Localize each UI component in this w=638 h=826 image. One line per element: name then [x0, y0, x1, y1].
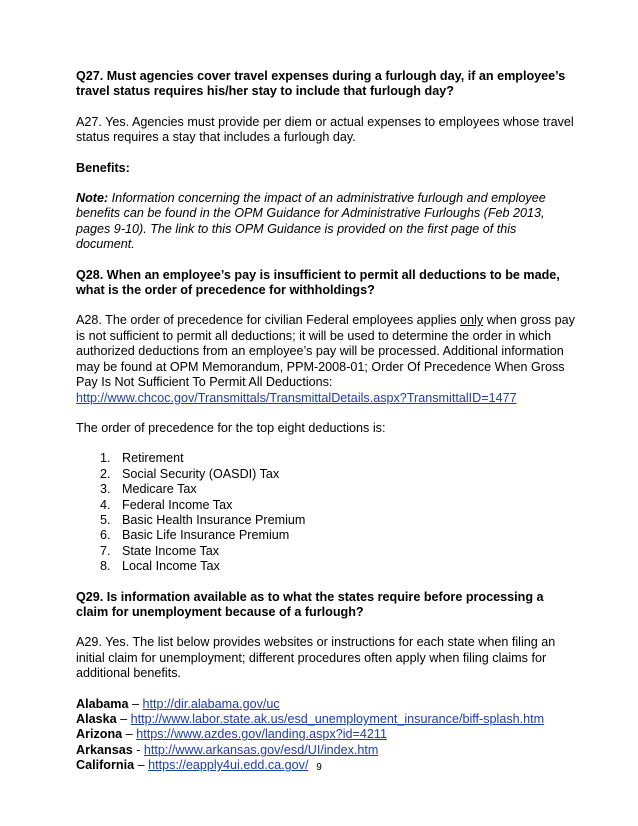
- state-name: Alabama: [76, 696, 129, 711]
- state-name: Alaska: [76, 712, 117, 726]
- state-separator: –: [122, 727, 137, 742]
- page-number: 9: [316, 762, 322, 773]
- state-link[interactable]: http://www.arkansas.gov/esd/UI/index.htm: [143, 742, 379, 757]
- list-item: 1. Retirement: [114, 451, 576, 466]
- answer-28-pre: A28. The order of precedence for civilian Federal employees applies: [76, 313, 461, 328]
- benefits-note: [76, 191, 576, 253]
- state-row-alabama: [76, 697, 576, 712]
- note-text: Information concerning the impact of an administrative furlough and employee benefits can be found in the OPM Guidance for Administrative Furloughs (Feb 2013, pages 9-10). The link to this OPM Guidance is provided on the first page of this document.: [76, 191, 546, 252]
- state-separator: –: [128, 696, 143, 711]
- deductions-intro: The order of precedence for the top eight deductions is:: [76, 420, 386, 435]
- answer-28: [76, 313, 576, 405]
- list-item: 8. Local Income Tax: [114, 559, 576, 574]
- list-item: 4. Federal Income Tax: [114, 498, 576, 513]
- list-item: 7. State Income Tax: [114, 544, 576, 559]
- state-separator: –: [116, 712, 131, 726]
- state-link[interactable]: http://www.labor.state.ak.us/esd_unemployment_insurance/biff-splash.htm: [130, 712, 545, 726]
- list-item: 2. Social Security (OASDI) Tax: [114, 467, 576, 482]
- state-link[interactable]: http://dir.alabama.gov/uc: [142, 696, 280, 711]
- state-link[interactable]: https://eapply4ui.edd.ca.gov/: [148, 758, 309, 773]
- list-item: 6. Basic Life Insurance Premium: [114, 528, 576, 543]
- answer-27: A27. Yes. Agencies must provide per diem or actual expenses to employees whose travel status requires a stay that includes a furlough day.: [76, 114, 574, 145]
- note-label: Note:: [76, 191, 109, 206]
- answer-28-emphasis: only: [460, 313, 484, 328]
- deductions-list: [76, 451, 576, 574]
- state-separator: –: [134, 758, 149, 773]
- state-link[interactable]: https://www.azdes.gov/landing.aspx?id=4211: [136, 727, 387, 742]
- question-28: Q28. When an employee’s pay is insufficient to permit all deductions to be made, what is the order of precedence for withholdings?: [76, 267, 560, 298]
- state-separator: -: [132, 742, 144, 757]
- answer-28-post: when gross pay is not sufficient to permit all deductions; it will be used to determine the order in which authorized deductions from an employee’s pay will be processed. Additional information may be found at OPM Memorandum, PPM-2008-01; Order Of Precedence When Gross Pay Is Not Sufficient To Permit All Deductions:: [76, 313, 575, 390]
- answer-29: A29. Yes. The list below provides websites or instructions for each state when filing an initial claim for unemployment; different procedures often apply when filing claims for additional benefits.: [76, 635, 556, 681]
- document-body: [76, 69, 576, 774]
- chcoc-transmittal-link[interactable]: http://www.chcoc.gov/Transmittals/TransmittalDetails.aspx?TransmittalID=1477: [76, 390, 517, 405]
- state-name: California: [76, 758, 135, 773]
- list-item: 3. Medicare Tax: [114, 482, 576, 497]
- state-row-alaska: [76, 712, 576, 727]
- state-row-arizona: [76, 727, 576, 742]
- benefits-heading: Benefits:: [76, 160, 130, 175]
- question-27: Q27. Must agencies cover travel expenses during a furlough day, if an employee’s travel status requires his/her stay to include that furlough day?: [76, 69, 566, 99]
- state-row-arkansas: [76, 743, 576, 758]
- list-item: 5. Basic Health Insurance Premium: [114, 513, 576, 528]
- state-name: Arkansas: [76, 742, 133, 757]
- state-name: Arizona: [76, 727, 123, 742]
- question-29: Q29. Is information available as to what the states require before processing a claim for unemployment because of a furlough?: [76, 589, 544, 619]
